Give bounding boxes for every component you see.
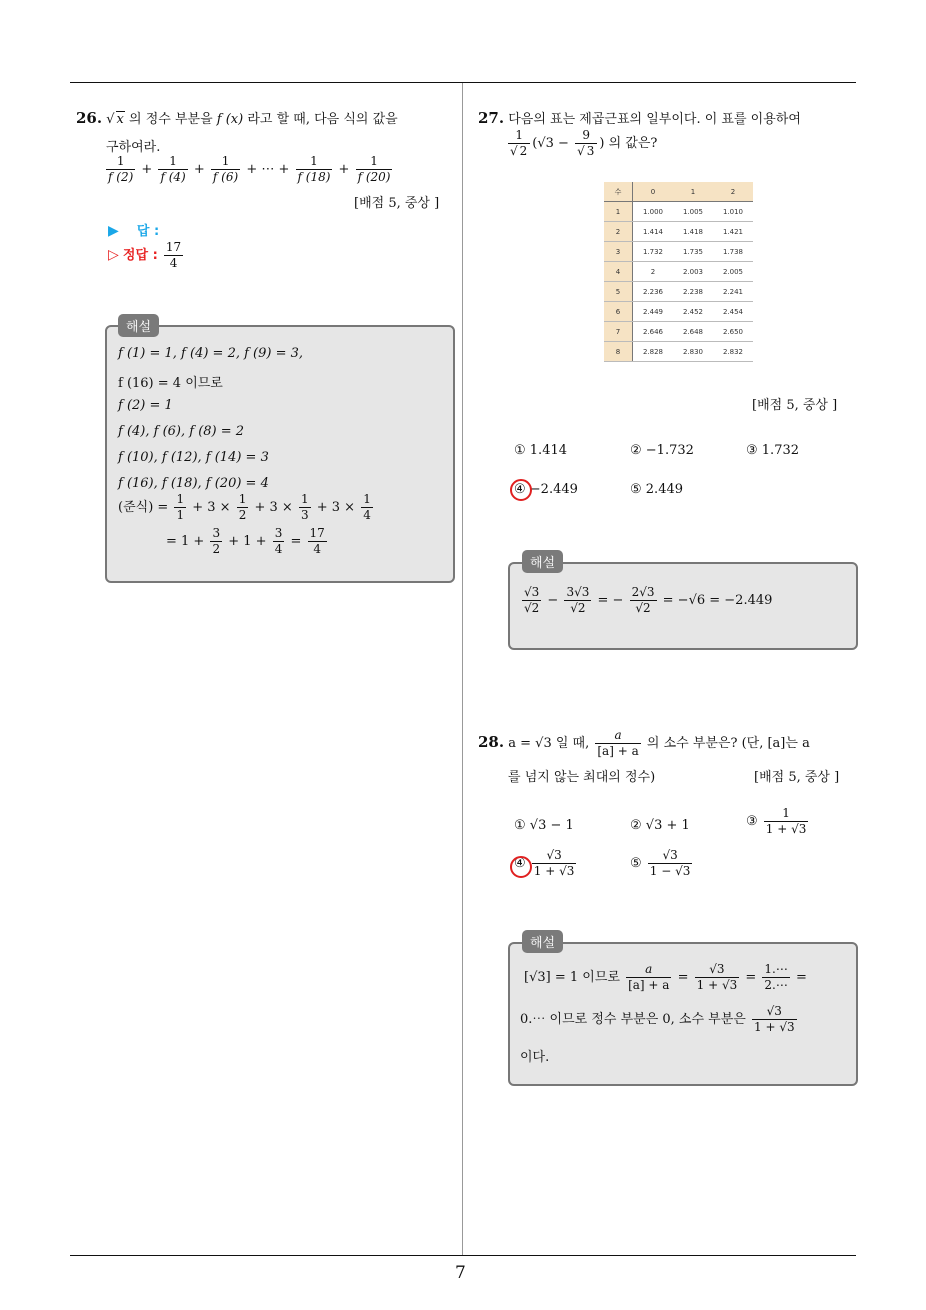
q26-answer-row	[108, 220, 159, 239]
table-cell: 1.421	[713, 222, 753, 242]
table-row	[604, 282, 753, 302]
q26-sol-expr2: = 1 + $\frac{3}{2}$ + 1 + $\frac{3}{4}$ = $\frac{17}{4}$	[166, 526, 325, 556]
q27-choice-3[interactable]: ③ 1.732	[746, 443, 800, 458]
q26-correct-value: $\frac{17}{4}$	[165, 240, 182, 270]
table-row	[604, 262, 753, 282]
q26-text-c: 구하여라.	[106, 140, 161, 155]
table-cell: 1.732	[633, 242, 674, 262]
table-cell: 1.414	[633, 222, 674, 242]
table-row-header-cell: 2	[604, 222, 633, 242]
q28-choice-5[interactable]: ⑤ $\frac{√3}{1 - √3}$	[630, 848, 691, 878]
q27-solution-tag: 해설	[522, 550, 563, 573]
table-row-header-cell: 8	[604, 342, 633, 362]
table-cell: 2.646	[633, 322, 674, 342]
table-cell: 2.830	[673, 342, 713, 362]
table-row-header-cell: 1	[604, 202, 633, 222]
q26-answer-label: 답 :	[136, 224, 160, 239]
table-header-cell: 1	[673, 182, 713, 202]
table-row	[604, 342, 753, 362]
table-header-cell: 수	[604, 182, 633, 202]
table-cell: 2.648	[673, 322, 713, 342]
q27-expression: $\frac{1}{√ 2}$ (√3 − $\frac{9}{√ 3}$ ) 의 값은?	[510, 128, 658, 158]
table-row-header-cell: 3	[604, 242, 633, 262]
page-number: 7	[455, 1263, 466, 1283]
table-row	[604, 222, 753, 242]
table-cell: 1.005	[673, 202, 713, 222]
q26-text-b: 라고 할 때, 다음 식의 값을	[243, 112, 398, 127]
table-cell: 2.832	[713, 342, 753, 362]
table-row	[604, 242, 753, 262]
q26-correct-label: 정답 :	[122, 248, 158, 263]
q26-sol-line: f (10), f (12), f (14) = 3	[118, 450, 269, 465]
table-cell: 2.650	[713, 322, 753, 342]
table-header-cell: 2	[713, 182, 753, 202]
q26-sqrt-x: √ x	[106, 112, 124, 127]
table-row-header-cell: 4	[604, 262, 633, 282]
top-rule	[70, 82, 856, 83]
q28-fraction: $\frac{a}{[a] + a}$	[597, 728, 639, 758]
table-row	[604, 202, 753, 222]
q27-meta: [배점 5, 중상 ]	[752, 398, 838, 413]
table-cell: 2.828	[633, 342, 674, 362]
play-arrow-icon: ▶	[108, 223, 119, 239]
q28-solution-line3: 이다.	[520, 1050, 550, 1065]
q27-choice-2[interactable]: ② −1.732	[630, 443, 694, 458]
q27-choice-1[interactable]: ① 1.414	[514, 443, 568, 458]
table-cell: 2.005	[713, 262, 753, 282]
selected-answer-circle-icon	[510, 856, 532, 878]
outline-arrow-icon: ▷	[108, 247, 119, 263]
table-cell: 2.449	[633, 302, 674, 322]
q28-text-c: 를 넘지 않는 최대의 정수)	[508, 770, 656, 785]
q28-choice-3[interactable]: ③ $\frac{1}{1 + √3}$	[746, 806, 807, 836]
table-row	[604, 302, 753, 322]
q26-sol-line: f (4), f (6), f (8) = 2	[118, 424, 245, 439]
table-cell: 2.241	[713, 282, 753, 302]
table-cell: 1.418	[673, 222, 713, 242]
q26-text-a: 의 정수 부분을	[124, 112, 217, 127]
q28-text-b: 의 소수 부분은? (단, [a]는 a	[646, 736, 810, 751]
table-cell: 1.010	[713, 202, 753, 222]
table-cell: 1.738	[713, 242, 753, 262]
q28-meta: [배점 5, 중상 ]	[754, 770, 840, 785]
q28-solution-line1: [√3] = 1 이므로 $\frac{a}{[a] + a}$ = $\frac{√3}{1 + √3}$ = $\frac{1.\cdots}{2.\cdots}$ =	[524, 962, 807, 992]
q26-solution-tag: 해설	[118, 314, 159, 337]
q28-solution-line2: 0.⋯ 이므로 정수 부분은 0, 소수 부분은 $\frac{√3}{1 + √3}$	[520, 1004, 795, 1034]
q27-number: 27.	[478, 109, 505, 127]
q28-solution-tag: 해설	[522, 930, 563, 953]
q26-fx: f (x)	[216, 112, 244, 127]
table-cell: 1.000	[633, 202, 674, 222]
q27-text: 다음의 표는 제곱근표의 일부이다. 이 표를 이용하여	[508, 112, 801, 127]
q26-sol-line: f (1) = 1, f (4) = 2, f (9) = 3,	[118, 346, 304, 361]
table-header-cell: 0	[633, 182, 674, 202]
column-divider	[462, 83, 463, 1256]
q28-number: 28.	[478, 733, 505, 751]
q26-sol-line: f (16) = 4 이므로	[118, 376, 223, 391]
table-row-header-cell: 6	[604, 302, 633, 322]
table-cell: 2.238	[673, 282, 713, 302]
q28-choice-2[interactable]: ② √3 + 1	[630, 818, 690, 833]
q26-number: 26.	[76, 109, 103, 127]
table-row-header-cell: 7	[604, 322, 633, 342]
table-row	[604, 322, 753, 342]
table-header-row	[604, 182, 753, 202]
table-cell: 2.236	[633, 282, 674, 302]
table-cell: 1.735	[673, 242, 713, 262]
table-cell: 2	[633, 262, 674, 282]
q28-text-a: a = √3 일 때,	[508, 736, 590, 751]
q28-choice-1[interactable]: ① √3 − 1	[514, 818, 574, 833]
selected-answer-circle-icon	[510, 479, 532, 501]
q26-correct-row	[108, 240, 185, 271]
table-cell: 2.454	[713, 302, 753, 322]
square-root-table	[604, 182, 753, 362]
q26-expression: $\frac{1}{f (2)}$ + $\frac{1}{f (4)}$ + $\frac{1}{f (6)}$ + ⋯ + $\frac{1}{f (18)}$ + $\frac{1}{f (20)}$	[108, 154, 391, 184]
q26-sol-expr1: (준식) = $\frac{1}{1}$ + 3 × $\frac{1}{2}$ + 3 × $\frac{1}{3}$ + 3 × $\frac{1}{4}$	[118, 492, 371, 522]
q28-choice-4[interactable]: ④ $\frac{√3}{1 + √3}$	[514, 848, 575, 878]
table-cell: 2.452	[673, 302, 713, 322]
table-row-header-cell: 5	[604, 282, 633, 302]
q26-meta: [배점 5, 중상 ]	[354, 196, 440, 211]
q27-solution: $\frac{√3}{√2}$ − $\frac{3√3}{√2}$ = − $\frac{2√3}{√2}$ = −√6 = −2.449	[524, 585, 773, 615]
bottom-rule	[70, 1255, 856, 1256]
q27-choice-5[interactable]: ⑤ 2.449	[630, 482, 684, 497]
q27-choice-4[interactable]: ④ −2.449	[514, 482, 578, 497]
table-cell: 2.003	[673, 262, 713, 282]
q26-sol-line: f (16), f (18), f (20) = 4	[118, 476, 269, 491]
q26-sol-line: f (2) = 1	[118, 398, 173, 413]
